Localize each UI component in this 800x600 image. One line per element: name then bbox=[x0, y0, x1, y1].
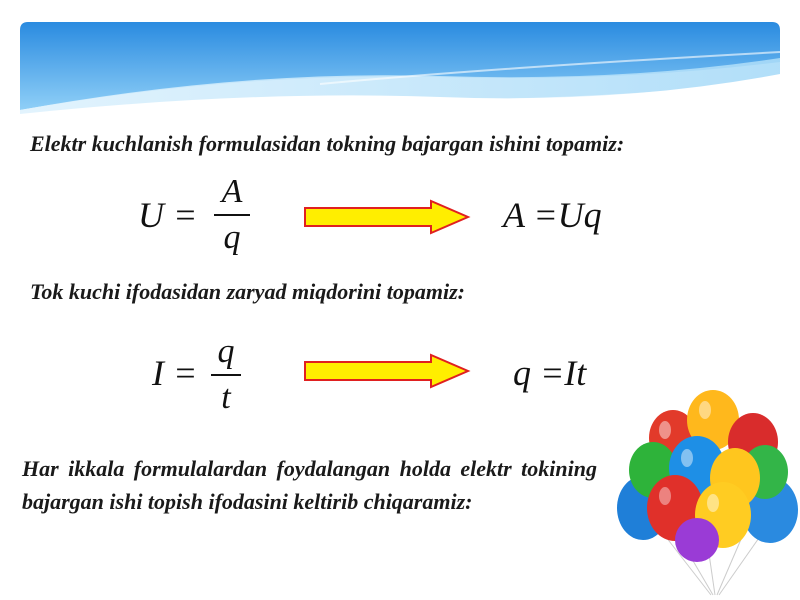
formula1-denominator: q bbox=[223, 219, 241, 256]
formula1-result: A =Uq bbox=[503, 195, 602, 235]
instruction-paragraph: Har ikkala formulalardan foydalangan holda elektr tokining bajargan ishi topish ifodasini keltirib chiqaramiz: bbox=[22, 456, 597, 514]
fraction-bar bbox=[214, 214, 250, 216]
formula2-result: q =It bbox=[513, 353, 587, 393]
formula1-fraction bbox=[214, 172, 250, 258]
right-arrow-icon bbox=[303, 353, 471, 389]
formula2-fraction bbox=[211, 332, 241, 418]
balloons-illustration bbox=[615, 390, 800, 600]
formula2-lhs: I = bbox=[152, 353, 198, 393]
header-wave-banner bbox=[20, 22, 780, 114]
formula1-lhs: U = bbox=[138, 195, 198, 235]
instruction-line-2: Tok kuchi ifodasidan zaryad miqdorini topamiz: bbox=[30, 279, 465, 304]
fraction-bar bbox=[211, 374, 241, 376]
formula1-numerator: A bbox=[221, 173, 243, 210]
formula2-numerator: q bbox=[217, 333, 235, 370]
instruction-line-1: Elektr kuchlanish formulasidan tokning bajargan ishini topamiz: bbox=[30, 131, 625, 156]
formula2-denominator: t bbox=[221, 379, 231, 416]
right-arrow-icon bbox=[303, 199, 471, 235]
